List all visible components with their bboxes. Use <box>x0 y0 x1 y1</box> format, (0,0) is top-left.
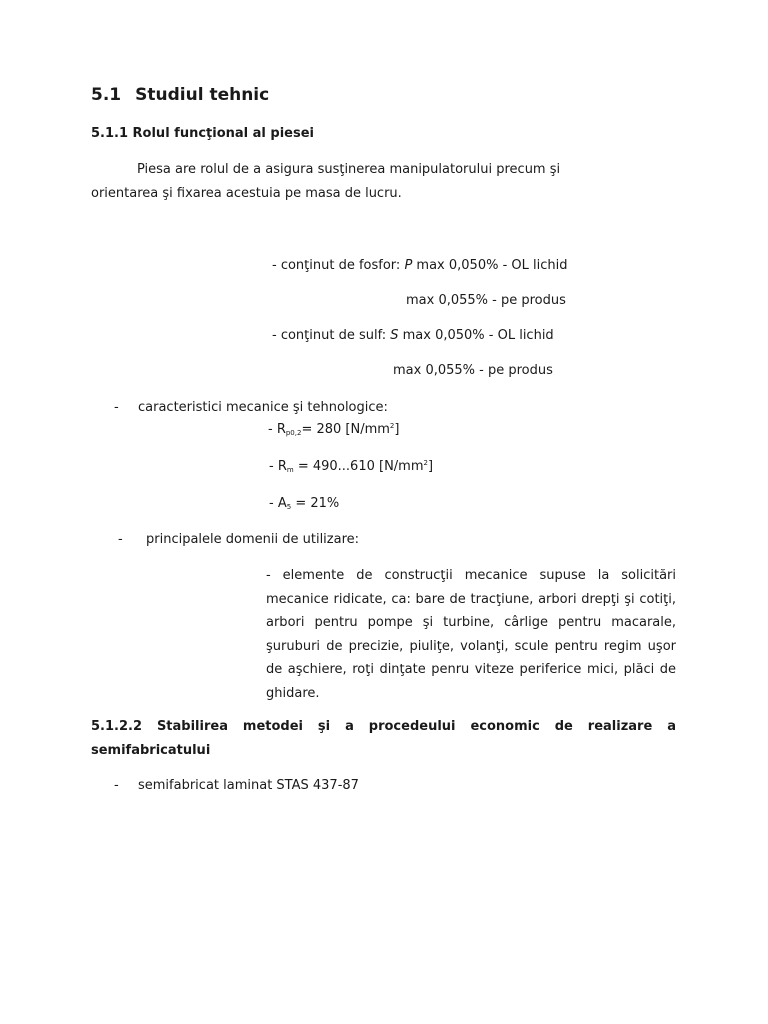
usage-paragraph: - elemente de construcţii mecanice supuse la solicitări mecanice ridicate, ca: bare de tracţiune, arbori drepţi şi cotiţi, arbori pentru pompe şi turbine, cârlige pentru macarale, şuruburi de precizie, piuliţe, volanţi, scule pentru regim uşor de aşchiere, roţi dinţate penru viteze periferice mici, plăci de ghidare. <box>266 568 676 701</box>
subsection-heading: 5.1.1 Rolul funcţional al piesei <box>91 126 314 141</box>
phosphorus-prefix: - conţinut de fosfor: <box>272 258 405 273</box>
mechanical-bullet: - <box>114 400 119 415</box>
intro-line-2: orientarea şi fixarea acestuia pe masa de lucru. <box>91 186 402 201</box>
phosphorus-product: max 0,055% - pe produs <box>406 293 566 308</box>
phosphorus-value: max 0,050% - OL lichid <box>412 258 568 273</box>
phosphorus-content <box>272 258 567 273</box>
intro-line-1: Piesa are rolul de a asigura susţinerea manipulatorului precum şi <box>137 162 561 177</box>
section-number: 5.1 <box>91 85 122 105</box>
a5-value: - $A_5 = 21\%$ <box>269 496 340 511</box>
sulfur-product: max 0,055% - pe produs <box>393 363 553 378</box>
method-heading: 5.1.2.2 Stabilirea metodei şi a procedeului economic de realizare a semifabricatului <box>91 719 676 758</box>
rp-value: - $R_{p0,2}= 280$ $[N/mm^2]$ <box>268 422 400 437</box>
rm-value: - $R_m = 490...610$ $[N/mm^2]$ <box>269 459 434 474</box>
mechanical-heading: caracteristici mecanice şi tehnologice: <box>138 400 388 415</box>
phosphorus-symbol: P <box>404 258 413 273</box>
sulfur-value: max 0,050% - OL lichid <box>398 328 554 343</box>
section-title: Studiul tehnic <box>135 85 270 105</box>
sulfur-symbol: S <box>390 328 399 343</box>
usage-heading: principalele domenii de utilizare: <box>146 532 360 547</box>
section-heading <box>91 85 269 105</box>
usage-bullet: - <box>118 532 123 547</box>
method-item: semifabricat laminat STAS 437-87 <box>138 778 359 793</box>
sulfur-prefix: - conţinut de sulf: <box>272 328 391 343</box>
sulfur-content <box>272 328 554 343</box>
method-bullet: - <box>114 778 119 793</box>
